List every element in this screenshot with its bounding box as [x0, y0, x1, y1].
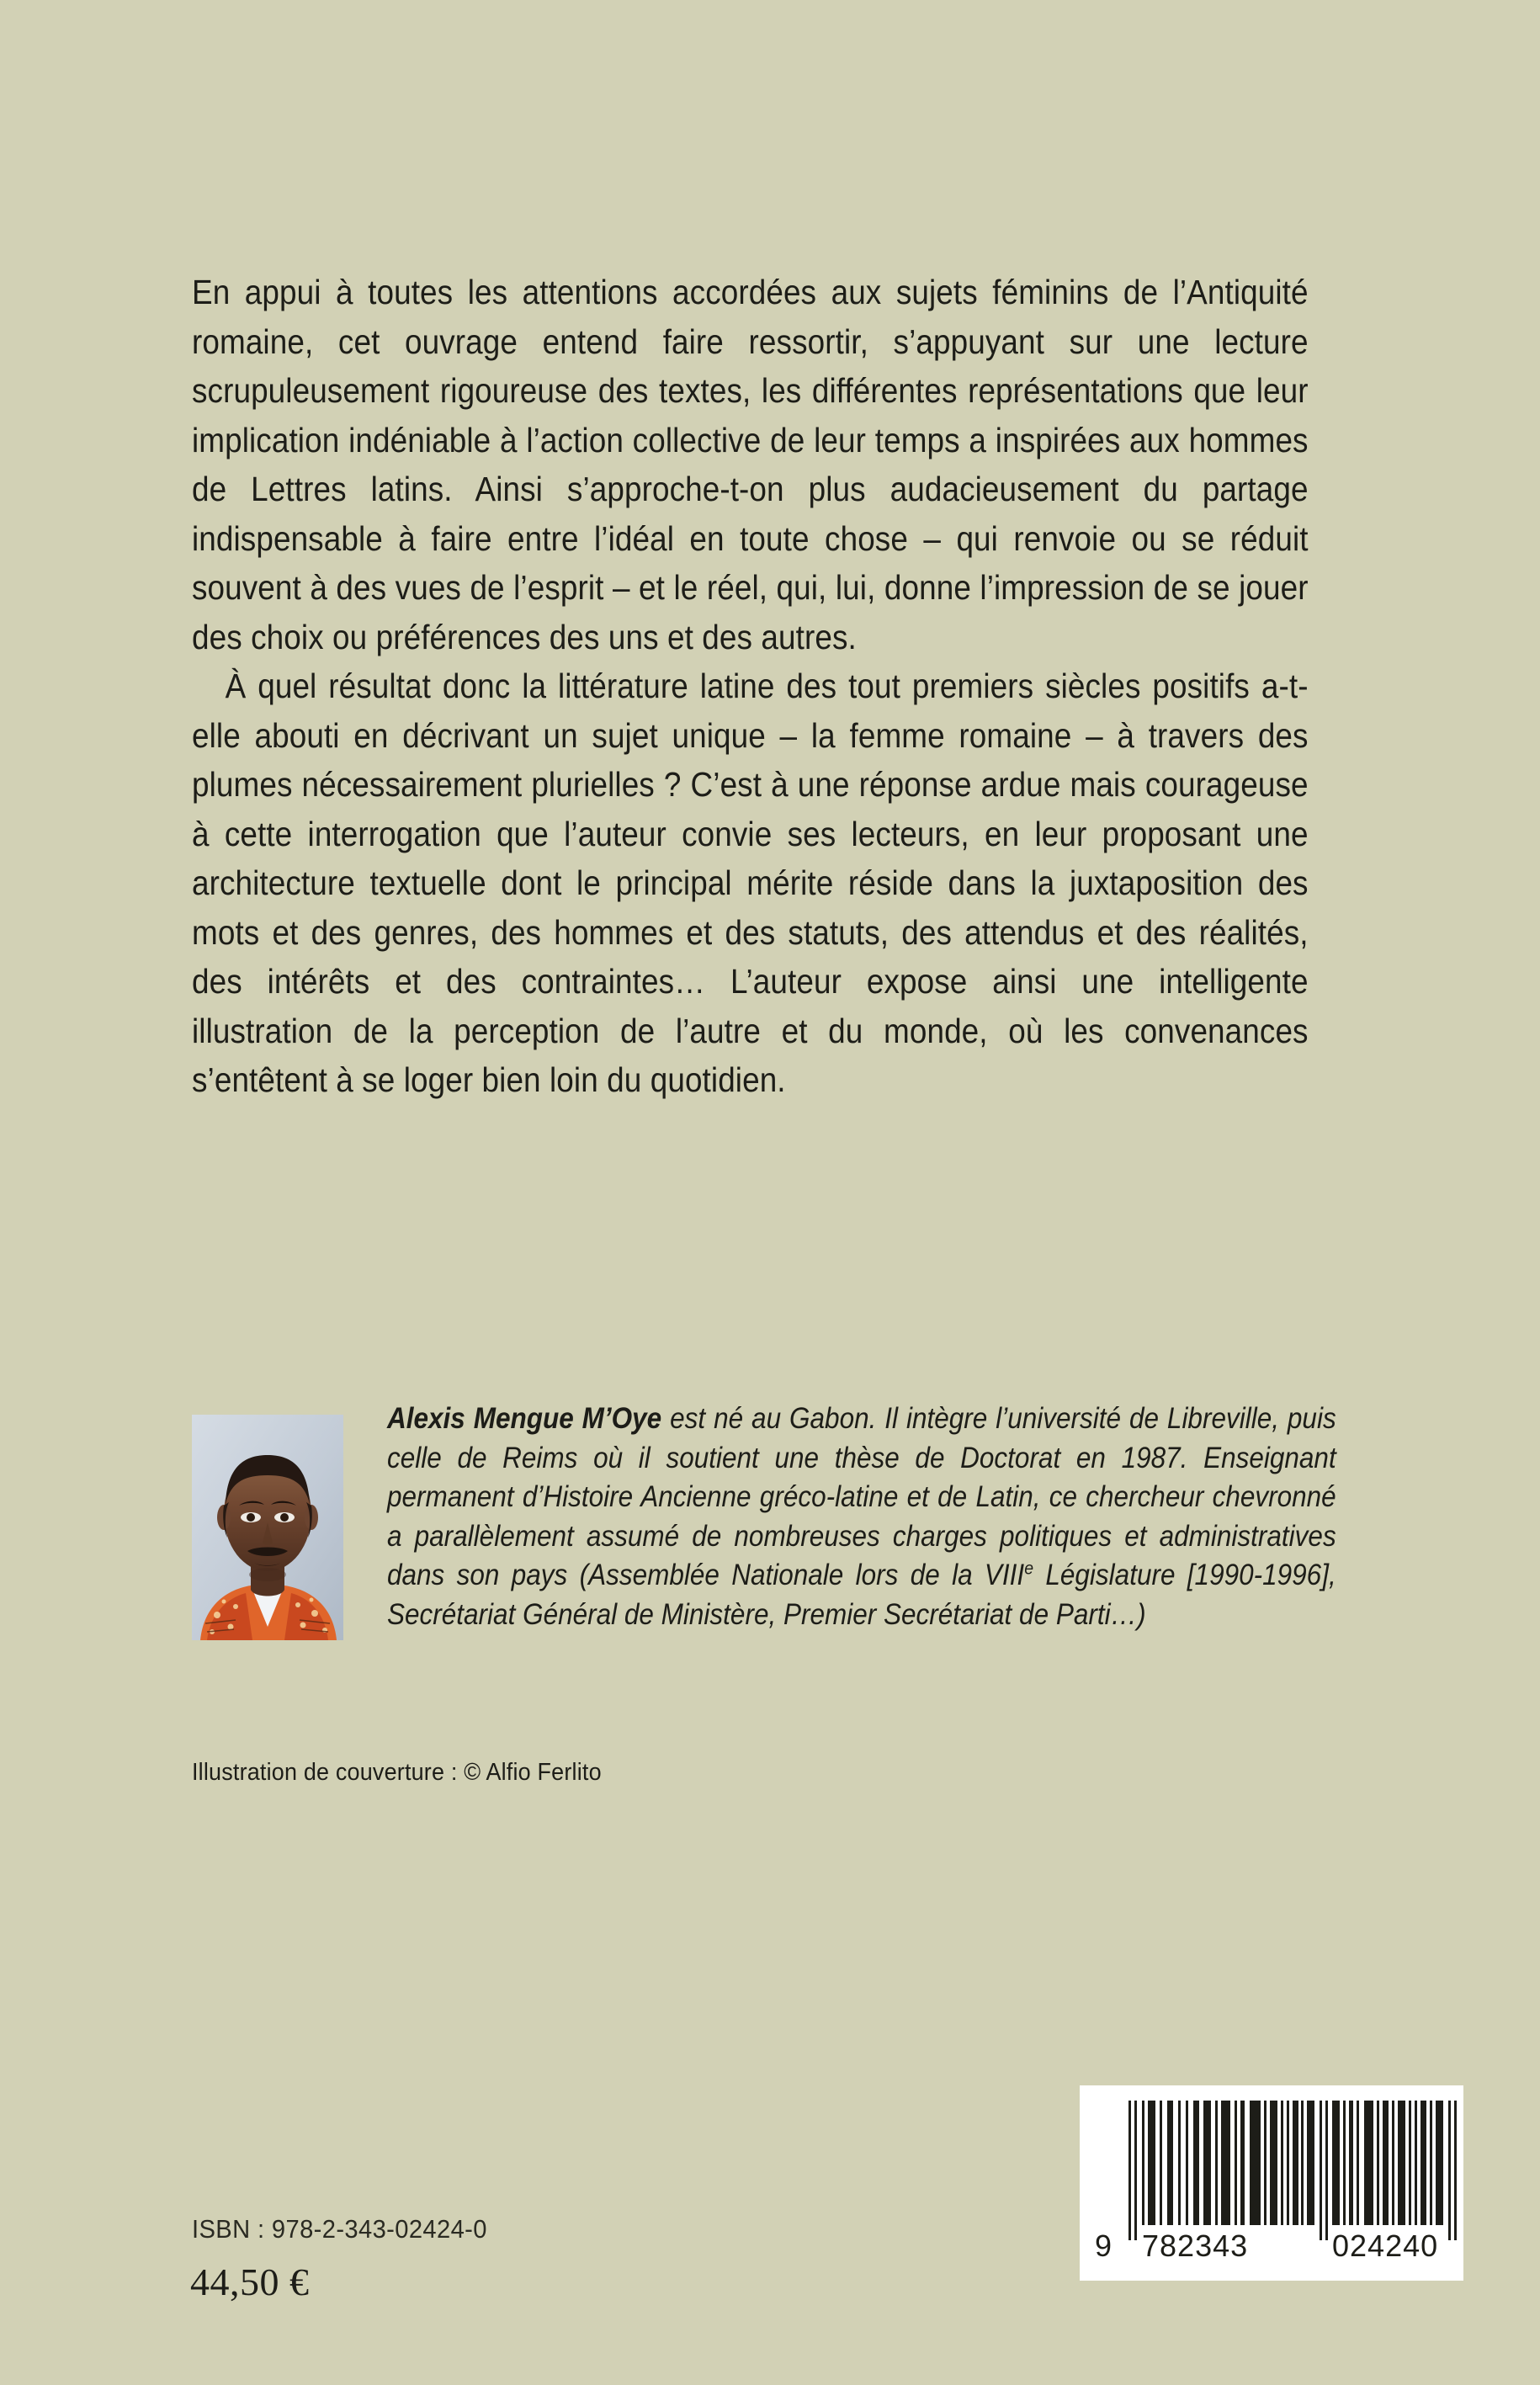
isbn-text: ISBN : 978-2-343-02424-0 — [192, 2214, 487, 2244]
barcode-digits-group-2: 024240 — [1332, 2228, 1439, 2263]
price-text: 44,50 € — [190, 2260, 310, 2303]
barcode-graphic — [1080, 2085, 1463, 2281]
barcode-digit-left: 9 — [1095, 2228, 1113, 2263]
author-bio-text — [387, 1400, 1336, 1634]
cover-illustration-credit: Illustration de couverture : © Alfio Ferlito — [192, 1759, 602, 1786]
author-bio-part-2: Législature [1990-1996], Secrétariat Général de Ministère, Premier Secrétariat de Parti…) — [387, 1559, 1336, 1631]
barcode-digits-group-1: 782343 — [1142, 2228, 1249, 2263]
barcode — [1080, 2085, 1463, 2281]
author-photo — [192, 1415, 343, 1640]
author-name: Alexis Mengue M’Oye — [387, 1402, 662, 1435]
author-bio-part-1: est né au Gabon. Il intègre l’université de Libreville, puis celle de Reims où il soutient une thèse de Doctorat en 1987. Enseignant permanent d’Histoire Ancienne gréco-latine et de Latin, ce chercheur chevronné a parallèlement assumé de nombreuses charges politiques et administratives dans son pays (Assemblée Nationale lors de la VIII — [387, 1402, 1336, 1591]
blurb-text — [192, 268, 1309, 1105]
blurb-paragraph-2: À quel résultat donc la littérature latine des tout premiers siècles positifs a-t-elle abouti en décrivant un sujet unique – la femme romaine – à travers des plumes nécessairement plurielles ? C’est à une réponse ardue mais courageuse à cette interrogation que l’auteur convie ses lecteurs, en leur proposant une architecture textuelle dont le principal mérite réside dans la juxtaposition des mots et des genres, des hommes et des statuts, des attendus et des réalités, des intérêts et des contraintes… L’auteur expose ainsi une intelligente illustration de la perception de l’autre et du monde, où les convenances s’entêtent à se loger bien loin du quotidien. — [192, 667, 1309, 1099]
author-bio-ordinal: e — [1024, 1557, 1034, 1579]
blurb-paragraph-1: En appui à toutes les attentions accordées aux sujets féminins de l’Antiquité romaine, cet ouvrage entend faire ressortir, s’appuyant sur une lecture scrupuleusement rigoureuse des textes, les différentes représentations que leur implication indéniable à l’action collective de leur temps a inspirées aux hommes de Lettres latins. Ainsi s’approche-t-on plus audacieusement du partage indispensable à faire entre l’idéal en toute chose – qui renvoie ou se réduit souvent à des vues de l’esprit – et le réel, qui, lui, donne l’impression de se jouer des choix ou préférences des uns et des autres. — [192, 273, 1309, 656]
